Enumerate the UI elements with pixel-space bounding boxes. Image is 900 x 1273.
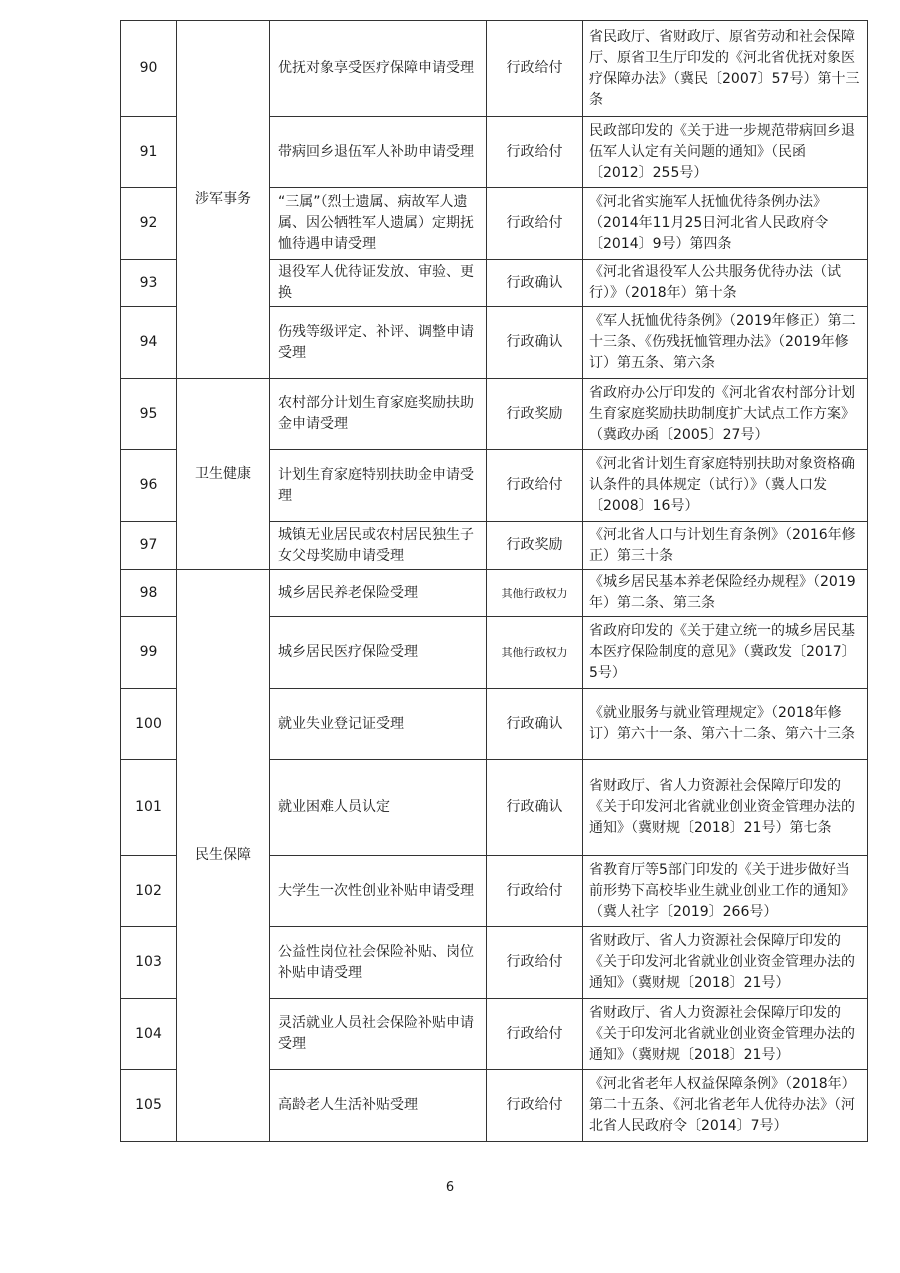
item-name: 大学生一次性创业补贴申请受理 [270,856,487,927]
item-name: 计划生育家庭特别扶助金申请受理 [270,450,487,522]
row-number: 101 [121,760,177,856]
legal-basis: 《河北省老年人权益保障条例》（2018年）第二十五条、《河北省老年人优待办法》（河北省人民政府令〔2014〕7号） [583,1070,868,1142]
legal-basis: 省财政厅、省人力资源社会保障厅印发的《关于印发河北省就业创业资金管理办法的通知》（冀财规〔2018〕21号）第七条 [583,760,868,856]
table-row [121,379,868,450]
authority-type: 行政给付 [487,1070,583,1142]
item-name: 带病回乡退伍军人补助申请受理 [270,117,487,188]
item-name: 城乡居民养老保险受理 [270,570,487,617]
authority-type: 行政给付 [487,188,583,260]
table-row [121,21,868,117]
item-name: 灵活就业人员社会保险补贴申请受理 [270,999,487,1070]
row-number: 104 [121,999,177,1070]
row-number: 90 [121,21,177,117]
item-name: 高龄老人生活补贴受理 [270,1070,487,1142]
legal-basis: 民政部印发的《关于进一步规范带病回乡退伍军人认定有关问题的通知》（民函〔2012〕255号） [583,117,868,188]
authority-type: 行政确认 [487,260,583,307]
legal-basis: 省财政厅、省人力资源社会保障厅印发的《关于印发河北省就业创业资金管理办法的通知》（冀财规〔2018〕21号） [583,999,868,1070]
row-number: 105 [121,1070,177,1142]
item-name: 农村部分计划生育家庭奖励扶助金申请受理 [270,379,487,450]
row-number: 97 [121,522,177,570]
legal-basis: 《河北省退役军人公共服务优待办法（试行）》（2018年）第十条 [583,260,868,307]
row-number: 94 [121,307,177,379]
legal-basis: 《河北省计划生育家庭特别扶助对象资格确认条件的具体规定（试行）》（冀人口发〔2008〕16号） [583,450,868,522]
row-number: 99 [121,617,177,689]
legal-basis: 省教育厅等5部门印发的《关于进步做好当前形势下高校毕业生就业创业工作的通知》（冀人社字〔2019〕266号） [583,856,868,927]
row-number: 92 [121,188,177,260]
item-name: 城乡居民医疗保险受理 [270,617,487,689]
item-name: 就业失业登记证受理 [270,689,487,760]
legal-basis: 《河北省实施军人抚恤优待条例办法》（2014年11月25日河北省人民政府令〔2014〕9号）第四条 [583,188,868,260]
row-number: 96 [121,450,177,522]
category-health: 卫生健康 [177,379,270,570]
legal-basis: 《城乡居民基本养老保险经办规程》（2019年）第二条、第三条 [583,570,868,617]
page-number: 6 [445,1180,455,1195]
authority-type: 行政给付 [487,21,583,117]
authority-type: 行政奖励 [487,522,583,570]
authority-type: 行政给付 [487,117,583,188]
item-name: 退役军人优待证发放、审验、更换 [270,260,487,307]
row-number: 102 [121,856,177,927]
authority-list-table [120,20,868,1142]
table-row [121,570,868,617]
legal-basis: 《军人抚恤优待条例》（2019年修正）第二十三条、《伤残抚恤管理办法》（2019年修订）第五条、第六条 [583,307,868,379]
row-number: 98 [121,570,177,617]
category-livelihood: 民生保障 [177,570,270,1142]
authority-type: 行政确认 [487,307,583,379]
authority-type: 行政奖励 [487,379,583,450]
authority-type: 行政给付 [487,927,583,999]
authority-type: 行政给付 [487,856,583,927]
legal-basis: 《就业服务与就业管理规定》（2018年修订）第六十一条、第六十二条、第六十三条 [583,689,868,760]
item-name: “三属”（烈士遗属、病故军人遗属、因公牺牲军人遗属）定期抚恤待遇申请受理 [270,188,487,260]
item-name: 优抚对象享受医疗保障申请受理 [270,21,487,117]
authority-type: 行政确认 [487,760,583,856]
row-number: 100 [121,689,177,760]
category-military: 涉军事务 [177,21,270,379]
authority-type: 行政给付 [487,999,583,1070]
row-number: 91 [121,117,177,188]
authority-type: 其他行政权力 [487,617,583,689]
legal-basis: 省政府印发的《关于建立统一的城乡居民基本医疗保险制度的意见》（冀政发〔2017〕5号） [583,617,868,689]
item-name: 伤残等级评定、补评、调整申请受理 [270,307,487,379]
legal-basis: 省政府办公厅印发的《河北省农村部分计划生育家庭奖励扶助制度扩大试点工作方案》（冀政办函〔2005〕27号） [583,379,868,450]
row-number: 103 [121,927,177,999]
authority-type: 其他行政权力 [487,570,583,617]
authority-type: 行政确认 [487,689,583,760]
item-name: 就业困难人员认定 [270,760,487,856]
item-name: 公益性岗位社会保险补贴、岗位补贴申请受理 [270,927,487,999]
legal-basis: 省民政厅、省财政厅、原省劳动和社会保障厅、原省卫生厅印发的《河北省优抚对象医疗保障办法》（冀民〔2007〕57号）第十三条 [583,21,868,117]
row-number: 95 [121,379,177,450]
legal-basis: 《河北省人口与计划生育条例》（2016年修正）第三十条 [583,522,868,570]
item-name: 城镇无业居民或农村居民独生子女父母奖励申请受理 [270,522,487,570]
row-number: 93 [121,260,177,307]
legal-basis: 省财政厅、省人力资源社会保障厅印发的《关于印发河北省就业创业资金管理办法的通知》（冀财规〔2018〕21号） [583,927,868,999]
authority-type: 行政给付 [487,450,583,522]
